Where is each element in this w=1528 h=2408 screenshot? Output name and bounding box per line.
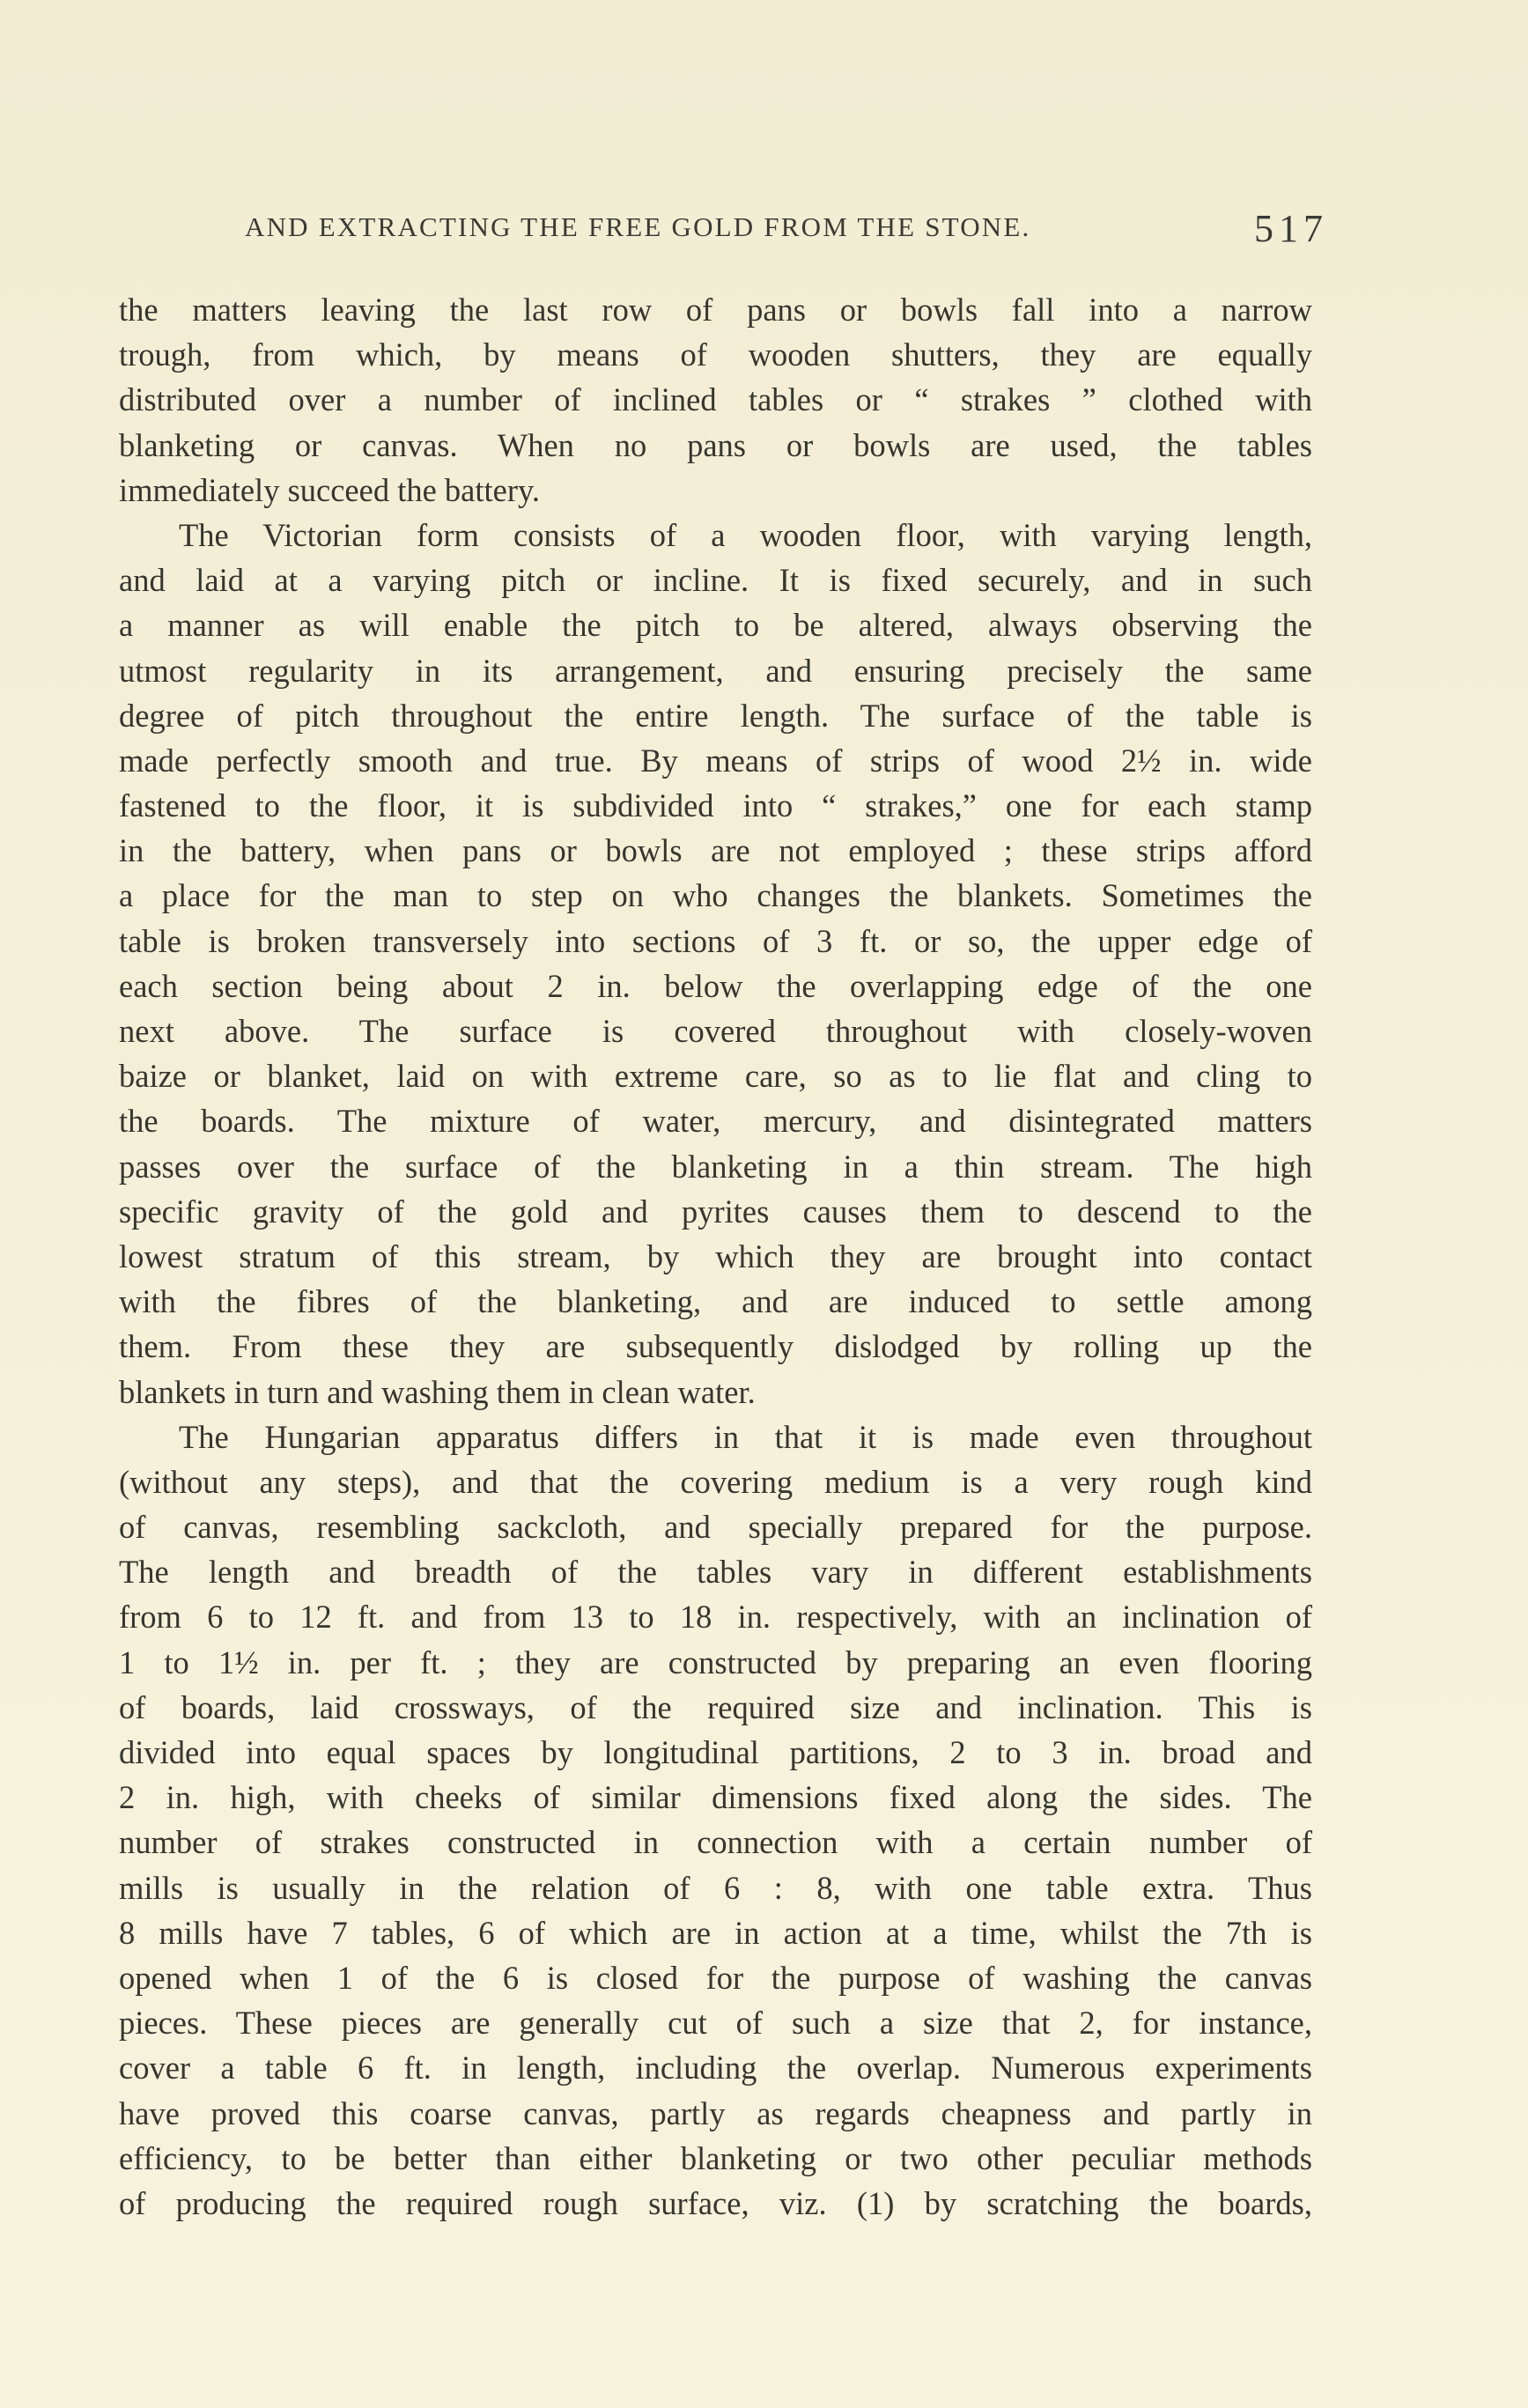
text-line: blankets in turn and washing them in clean water. [119,1373,756,1410]
text-line: 1 to 1½ in. per ft. ; they are constructed by preparing an even flooring [119,1643,1312,1680]
text-line: of boards, laid crossways, of the required size and inclination. This is [119,1688,1312,1725]
text-line: next above. The surface is covered throughout with closely-woven [119,1013,1312,1049]
text-line: utmost regularity in its arrangement, and ensuring precisely the same [119,652,1312,689]
text-line: divided into equal spaces by longitudinal partitions, 2 to 3 in. broad and [119,1734,1312,1770]
paragraph-1 [119,287,1312,513]
text-line: degree of pitch throughout the entire length. The surface of the table is [119,697,1312,734]
text-line: The Hungarian apparatus differs in that it is made even throughout [179,1418,1312,1455]
text-line: of canvas, resembling sackcloth, and specially prepared for the purpose. [119,1509,1312,1546]
text-line: and laid at a varying pitch or incline. It is fixed securely, and in such [119,562,1312,599]
text-line: blanketing or canvas. When no pans or bowls are used, the tables [119,426,1312,463]
text-line: a manner as will enable the pitch to be altered, always observing the [119,607,1312,644]
text-line: a place for the man to step on who changes the blankets. Sometimes the [119,877,1312,914]
text-line: specific gravity of the gold and pyrites causes them to descend to the [119,1193,1312,1230]
text-line: trough, from which, by means of wooden shutters, they are equally [119,336,1312,373]
text-line: of producing the required rough surface, viz. (1) by scratching the boards, [119,2184,1312,2221]
running-head [245,208,1328,261]
text-line: them. From these they are subsequently dislodged by rolling up the [119,1328,1312,1365]
text-line: baize or blanket, laid on with extreme care, so as to lie flat and cling to [119,1058,1312,1095]
text-line: The Victorian form consists of a wooden floor, with varying length, [179,516,1312,553]
text-line: immediately succeed the battery. [119,471,541,508]
text-line: the matters leaving the last row of pans or bowls fall into a narrow [119,292,1312,328]
page-number: 517 [1254,207,1328,250]
text-line: passes over the surface of the blanketing in a thin stream. The high [119,1148,1312,1185]
text-line: the boards. The mixture of water, mercury, and disintegrated matters [119,1103,1312,1140]
text-line: (without any steps), and that the covering medium is a very rough kind [119,1463,1312,1500]
text-line: mills is usually in the relation of 6 : 8, with one table extra. Thus [119,1869,1312,1906]
text-line: 2 in. high, with cheeks of similar dimensions fixed along the sides. The [119,1779,1312,1816]
text-line: each section being about 2 in. below the overlapping edge of the one [119,967,1312,1004]
text-line: table is broken transversely into sections of 3 ft. or so, the upper edge of [119,922,1312,959]
text-line: have proved this coarse canvas, partly as regards cheapness and partly in [119,2094,1312,2131]
text-line: number of strakes constructed in connection with a certain number of [119,1824,1312,1861]
text-line: made perfectly smooth and true. By means of strips of wood 2½ in. wide [119,742,1312,779]
text-line: fastened to the floor, it is subdivided into “ strakes,” one for each stamp [119,787,1312,824]
text-line: from 6 to 12 ft. and from 13 to 18 in. respectively, with an inclination of [119,1599,1312,1636]
paragraph-2 [119,513,1312,1415]
text-line: efficiency, to be better than either blanketing or two other peculiar methods [119,2139,1312,2176]
text-line: 8 mills have 7 tables, 6 of which are in action at a time, whilst the 7th is [119,1914,1312,1951]
text-line: with the fibres of the blanketing, and are induced to settle among [119,1283,1312,1320]
text-line: distributed over a number of inclined tables or “ strakes ” clothed with [119,381,1312,418]
paragraph-3 [119,1415,1312,2226]
text-line: pieces. These pieces are generally cut of such a size that 2, for instance, [119,2005,1312,2042]
text-line: The length and breadth of the tables vary in different establishments [119,1554,1312,1591]
text-line: lowest stratum of this stream, by which they are brought into contact [119,1237,1312,1274]
text-line: opened when 1 of the 6 is closed for the purpose of washing the canvas [119,1959,1312,1996]
text-line: in the battery, when pans or bowls are not employed ; these strips afford [119,832,1312,869]
text-line: cover a table 6 ft. in length, including the overlap. Numerous experiments [119,2050,1312,2087]
running-head-title: AND EXTRACTING THE FREE GOLD FROM THE STONE. [245,211,1031,242]
body-text [119,287,1312,2226]
